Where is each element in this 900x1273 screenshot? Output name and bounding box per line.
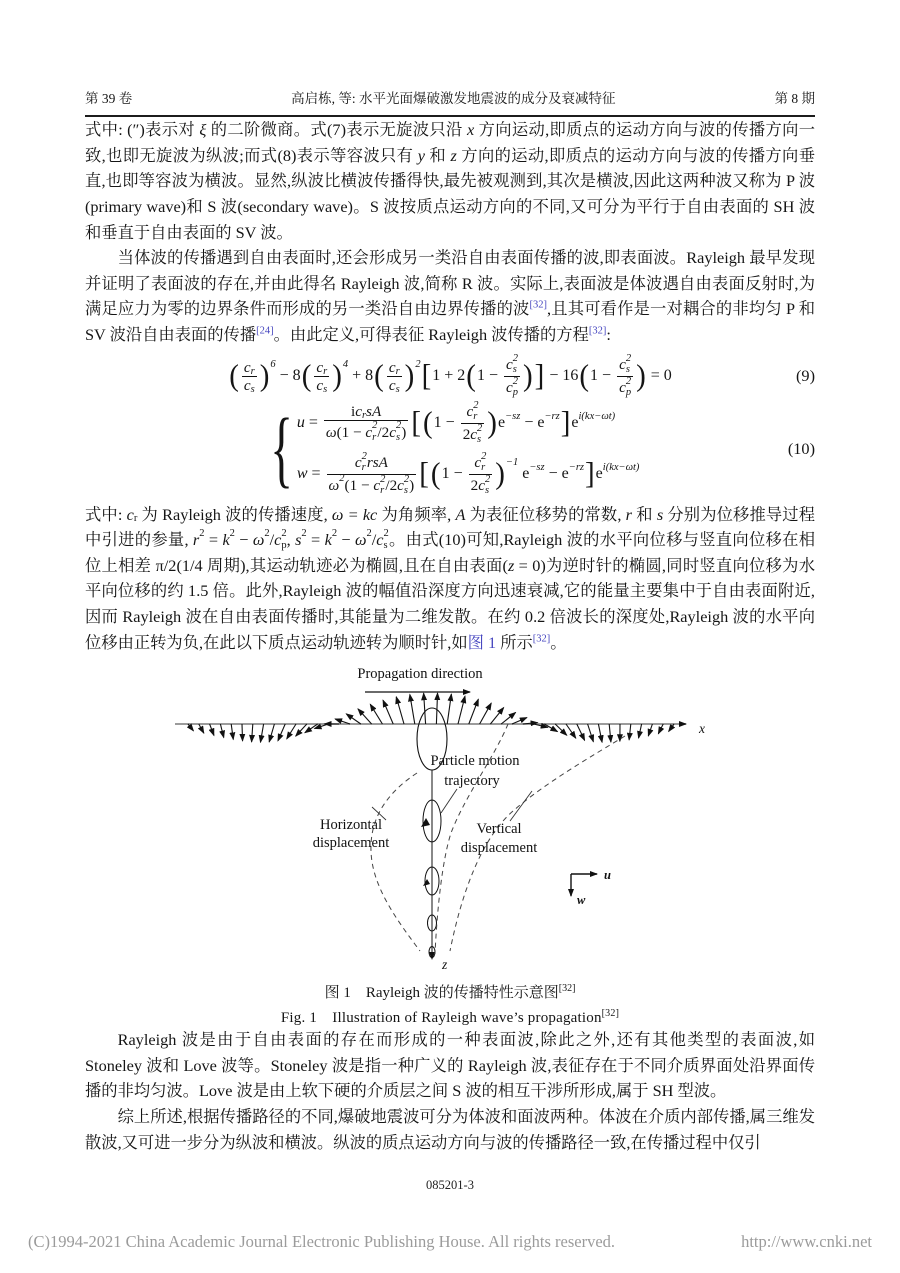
reference-link[interactable]: [32] bbox=[529, 300, 548, 312]
equation-10 bbox=[85, 401, 815, 497]
equation-10-system bbox=[297, 401, 640, 497]
copyright-bar bbox=[28, 1232, 872, 1252]
horizontal-displacement-label-1: Horizontal bbox=[319, 817, 383, 834]
paragraph-2: 当体波的传播遇到自由表面时,还会形成另一类沿自由表面传播的波,即表面波。Rayleigh 最早发现并证明了表面波的存在,并由此得名 Rayleigh 波,简称 R 波。实际上,表面波是体波遇自由表面反射时,为满足应力为零的边界条件而形成的另一类沿自由边界传播的波[32],且其可看作是一对耦合的非均匀 P 和 SV 波沿自由表面的传播[24]。由此定义,可得表征 Rayleigh 波传播的方程[32]: bbox=[85, 248, 815, 345]
header-title: 高启栋, 等: 水平光面爆破激发地震波的成分及衰减特征 bbox=[291, 91, 616, 106]
rayleigh-wave-diagram bbox=[120, 661, 780, 979]
vertical-displacement-pointer bbox=[510, 791, 532, 821]
w-axis-label: w bbox=[577, 893, 586, 908]
reference-link[interactable]: [24] bbox=[256, 325, 274, 337]
paragraph-5: 综上所述,根据传播路径的不同,爆破地震波可分为体波和面波两种。体波在介质内部传播,属三维发散波,又可进一步分为纵波和横波。纵波的质点运动方向与波的传播路径一致,在传播过程中仅引 bbox=[85, 1106, 815, 1152]
u-axis-label: u bbox=[604, 868, 611, 883]
orbit-1-rotation-arrow bbox=[421, 818, 430, 827]
equation-9-expression: ( c r c s ) 6 − 8 ( c r c s ) 4 + 8 ( c r c s ) 2 [ 1 + 2 ( 1 − c 2 s c 2 p ) ] − 16 ( 1 − c 2 s c 2 p ) = 0 bbox=[229, 352, 672, 399]
reference-link[interactable]: [32] bbox=[532, 633, 551, 645]
figure-1 bbox=[85, 661, 815, 1027]
x-axis-label: x bbox=[699, 721, 705, 737]
particle-displacement-arrows bbox=[188, 693, 674, 742]
system-brace: { bbox=[269, 400, 293, 497]
paragraph-1: 式中: (″)表示对 ξ 的二阶微商。式(7)表示无旋波只沿 x 方向运动,即质点的运动方向与波的传播方向一致,也即无旋波为纵波;而式(8)表示等容波只有 y 和 z 方向的运动,即质点的运动方向与波的传播方向垂直,也即等容波为横波。显然,纵波比横波传播得快,最先被观测到,其次是横波,因此这两种波又称为 P 波(primary wave)和 S 波(secondary wave)。S 波按质点运动方向的不同,又可分为平行于自由表面的 SH 波和垂直于自由表面的 SV 波。 bbox=[85, 120, 815, 242]
vertical-displacement-label-2: displacement bbox=[460, 840, 538, 857]
vertical-displacement-label-1: Vertical bbox=[476, 821, 522, 838]
orbit-2-rotation-arrow bbox=[423, 879, 430, 886]
page-number: 085201-3 bbox=[426, 1178, 474, 1192]
particle-motion-label-1: Particle motion bbox=[430, 753, 520, 770]
equation-10-row-w: w = c 2 r rsA ω 2 (1 − c 2 r /2 c 2 s ) [ ( 1 − c 2 r 2 c 2 s ) −1 e −sz − e −rz ] e i(kx−ωt) bbox=[296, 450, 640, 497]
particle-motion-pointer bbox=[441, 789, 457, 813]
header-issue: 第 8 期 bbox=[774, 91, 815, 106]
caption-reference: [32] bbox=[558, 983, 576, 995]
copyright-text: (C)1994-2021 China Academic Journal Electronic Publishing House. All rights reserved. bbox=[28, 1232, 616, 1251]
equation-9 bbox=[85, 354, 815, 399]
propagation-direction-label: Propagation direction bbox=[357, 666, 483, 683]
header-volume: 第 39 卷 bbox=[85, 91, 133, 106]
uw-coordinate-frame bbox=[571, 868, 611, 907]
equation-10-number: (10) bbox=[787, 438, 815, 458]
caption-reference: [32] bbox=[601, 1008, 620, 1020]
z-axis-label: z bbox=[442, 957, 448, 973]
equation-9-number: (9) bbox=[796, 366, 815, 386]
figure-caption-zh: 图 1 Rayleigh 波的传播特性示意图[32] bbox=[324, 983, 576, 1002]
particle-motion-label-2: trajectory bbox=[444, 773, 500, 790]
figure-caption-en: Fig. 1 Illustration of Rayleigh wave’s propagation[32] bbox=[280, 1008, 620, 1027]
horizontal-displacement-label-2: displacement bbox=[312, 835, 390, 852]
paragraph-4: Rayleigh 波是由于自由表面的存在而形成的一种表面波,除此之外,还有其他类型的表面波,如 Stoneley 波和 Love 波等。Stoneley 波是指一种广义的 Rayleigh 波,表征存在于不同介质界面处沿界面传播的非均匀波。Love 波是由上软下硬的介质层之间 S 波的相互干涉所形成,属于 SH 型波。 bbox=[85, 1030, 815, 1101]
figure-link[interactable]: 图 1 bbox=[467, 632, 497, 652]
running-header bbox=[85, 0, 815, 107]
horizontal-displacement-envelope bbox=[371, 773, 420, 951]
cnki-url[interactable]: http://www.cnki.net bbox=[741, 1232, 872, 1251]
equation-10-row-u: u = i c r sA ω (1 − c 2 r /2 c 2 s ) [ ( 1 − c 2 r 2 c 2 s ) e −sz − e −rz ] e i(kx−ωt) bbox=[296, 399, 616, 446]
paragraph-3: 式中: c r 为 Rayleigh 波的传播速度, ω = kc 为角频率, A 为表征位移势的常数, r 和 s 分别为位移推导过程中引进的参量, r 2 = k 2 − ω 2 / c 2 p , s 2 = k 2 − ω 2 / c 2 s 。由式(10)可知,Rayleigh 波的水平向位移与竖直向位移在相位上相差 π/2(1/4 周期),其运动轨迹必为椭圆,且在自由表面(z = 0)为逆时针的椭圆,同时竖直向位移为水平向位移的约 1.5 倍。此外,Rayleigh 波的幅值沿深度方向迅速衰减,它的能量主要集中于自由表面附近,因而 Rayleigh 波在自由表面传播时,其能量为二维发散。在约 0.2 倍波长的深度处,Rayleigh 波的水平向位移由正转为负,在此以下质点运动轨迹转为顺时针,如图 1 所示[32]。 bbox=[85, 504, 815, 652]
reference-link[interactable]: [32] bbox=[588, 325, 607, 337]
